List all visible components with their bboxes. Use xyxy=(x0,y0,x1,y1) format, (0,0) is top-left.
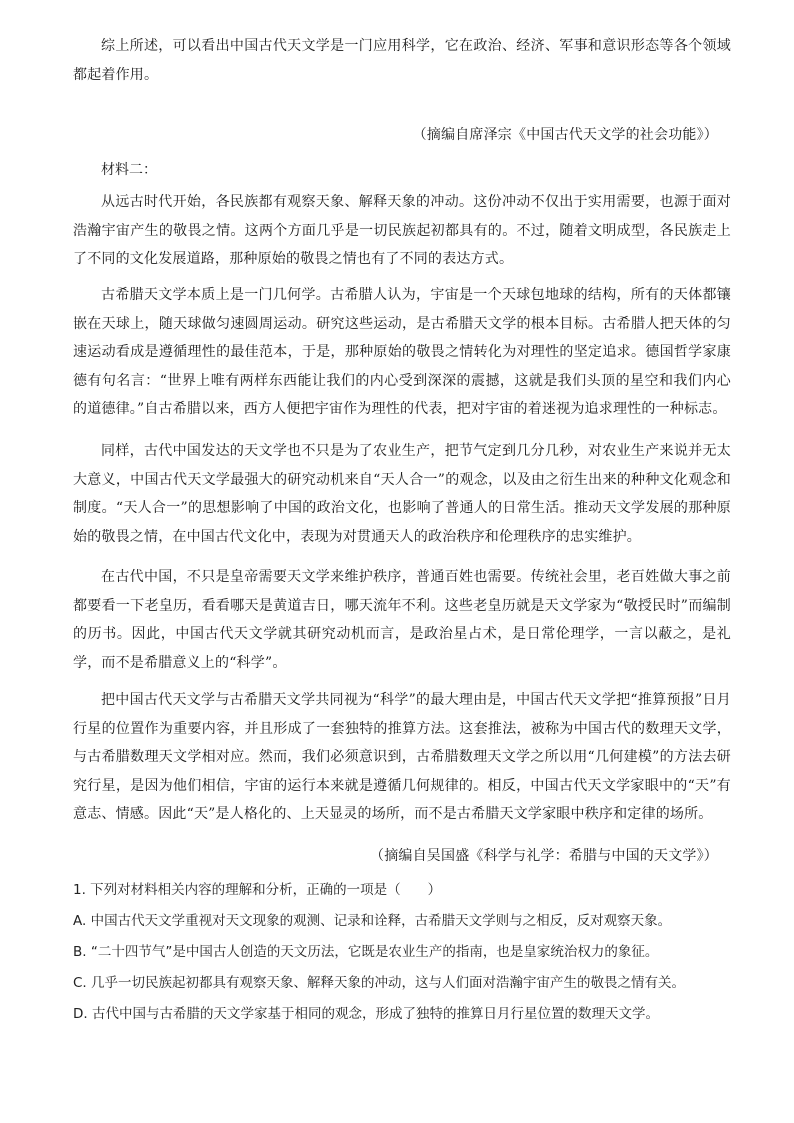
question-stem: 1. 下列对材料相关内容的理解和分析，正确的一项是（ ） xyxy=(73,882,442,898)
paragraph-5: 把中国古代天文学与古希腊天文学共同视为“科学”的最大理由是，中国古代天文学把“推算预报”日月行星的位置作为重要内容，并且形成了一套独特的推算方法。这套推法，被称为中国古代的数理天文学，与古希腊数理天文学相对应。然而，我们必须意识到，古希腊数理天文学之所以用“几何建模”的方法去研究行星，是因为他们相信，宇宙的运行本来就是遵循几何规律的。相反，中国古代天文学家眼中的“天”有意志、情感。因此“天”是人格化的、上天显灵的场所，而不是古希腊天文学家眼中秩序和定律的场所。 xyxy=(73,692,731,822)
option-c: C. 几乎一切民族起初都具有观察天象、解释天象的冲动，这与人们面对浩瀚宇宙产生的敬畏之情有关。 xyxy=(73,975,686,991)
source-citation-2: （摘编自吴国盛《科学与礼学：希腊与中国的天文学》） xyxy=(370,848,718,864)
material-2-label: 材料二： xyxy=(101,162,157,178)
paragraph-2: 古希腊天文学本质上是一门几何学。古希腊人认为，宇宙是一个天球包地球的结构，所有的天体都镶嵌在天球上，随天球做匀速圆周运动。研究这些运动，是古希腊天文学的根本目标。古希腊人把天体的匀速运动看成是遵循理性的最佳范本，于是，那种原始的敬畏之情转化为对理性的坚定追求。德国哲学家康德有句名言：“世界上唯有两样东西能让我们的内心受到深深的震撼，这就是我们头顶的星空和我们内心的道德律。”自古希腊以来，西方人便把宇宙作为理性的代表，把对宇宙的着迷视为追求理性的一种标志。 xyxy=(73,287,731,417)
option-d: D. 古代中国与古希腊的天文学家基于相同的观念，形成了独特的推算日月行星位置的数理天文学。 xyxy=(73,1006,659,1022)
paragraph-intro: 综上所述，可以看出中国古代天文学是一门应用科学，它在政治、经济、军事和意识形态等各个领域都起着作用。 xyxy=(73,38,731,83)
option-a: A. 中国古代天文学重视对天文现象的观测、记录和诠释，古希腊天文学则与之相反，反对观察天象。 xyxy=(73,913,672,929)
paragraph-1: 从远古时代开始，各民族都有观察天象、解释天象的冲动。这份冲动不仅出于实用需要，也源于面对浩瀚宇宙产生的敬畏之情。这两个方面几乎是一切民族起初都具有的。不过，随着文明成型，各民族走上了不同的文化发展道路，那种原始的敬畏之情也有了不同的表达方式。 xyxy=(73,194,731,267)
source-citation-1: （摘编自席泽宗《中国古代天文学的社会功能》） xyxy=(412,127,718,143)
paragraph-4: 在古代中国，不只是皇帝需要天文学来维护秩序，普通百姓也需要。传统社会里，老百姓做大事之前都要看一下老皇历，看看哪天是黄道吉日，哪天流年不利。这些老皇历就是天文学家为“敬授民时”而编制的历书。因此，中国古代天文学就其研究动机而言，是政治星占术，是日常伦理学，一言以蔽之，是礼学，而不是希腊意义上的“科学”。 xyxy=(73,569,731,671)
option-b: B. “二十四节气”是中国古人创造的天文历法，它既是农业生产的指南，也是皇家统治权力的象征。 xyxy=(73,944,659,960)
paragraph-3: 同样，古代中国发达的天文学也不只是为了农业生产，把节气定到几分几秒，对农业生产来说并无太大意义，中国古代天文学最强大的研究动机来自“天人合一”的观念，以及由之衍生出来的种种文化观念和制度。“天人合一”的思想影响了中国的政治文化，也影响了普通人的日常生活。推动天文学发展的那种原始的敬畏之情，在中国古代文化中，表现为对贯通天人的政治秩序和伦理秩序的忠实维护。 xyxy=(73,443,731,545)
